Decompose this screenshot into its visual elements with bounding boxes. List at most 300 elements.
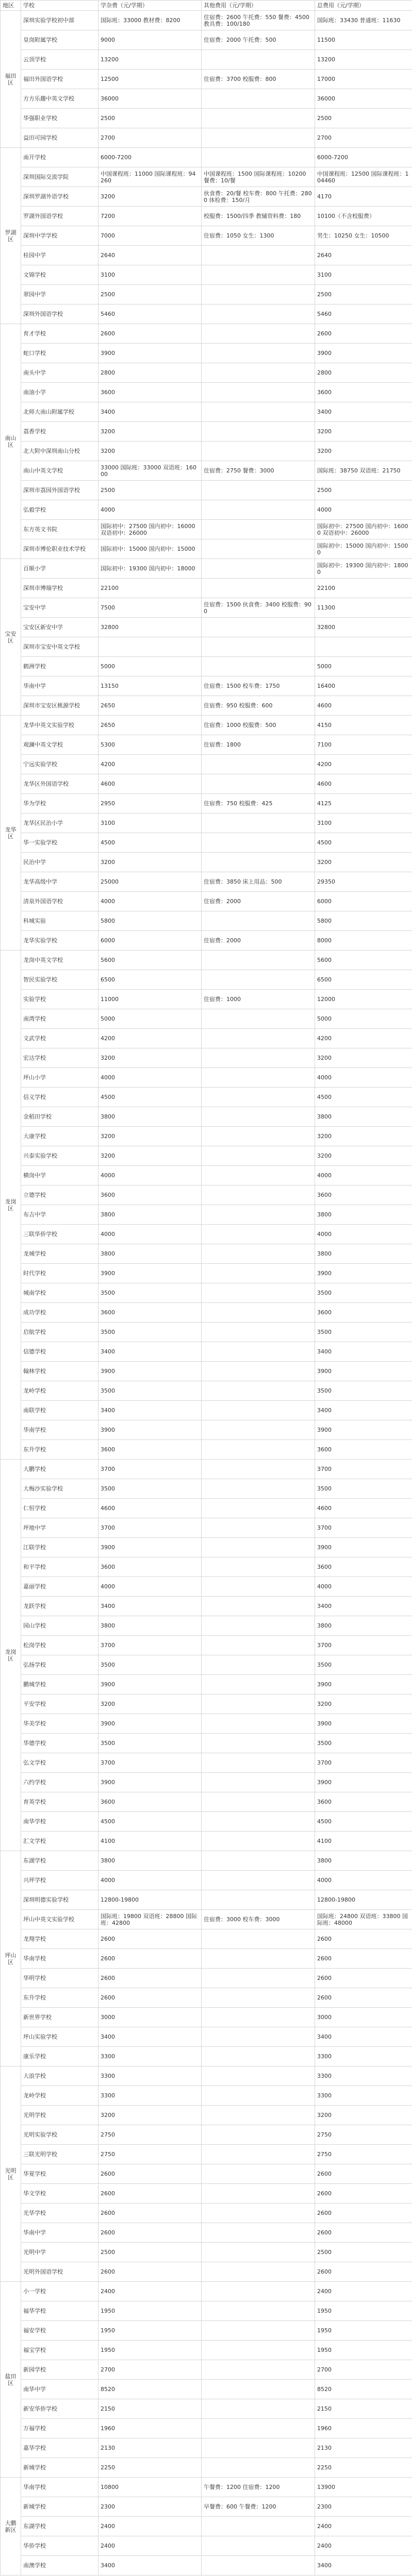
total-cell: 4000 xyxy=(315,1871,412,1890)
table-row xyxy=(1,657,412,676)
table-row xyxy=(1,1166,412,1185)
other-cell xyxy=(202,1734,315,1753)
total-cell: 3700 xyxy=(315,1636,412,1655)
total-cell: 3500 xyxy=(315,1323,412,1342)
other-cell xyxy=(202,970,315,990)
tuition-cell: 2750 xyxy=(98,2145,202,2164)
district-cell: 坪山区 xyxy=(1,1851,21,2066)
tuition-cell: 22100 xyxy=(98,579,202,598)
other-cell xyxy=(202,2223,315,2243)
total-cell: 4500 xyxy=(315,1088,412,1107)
other-cell xyxy=(202,1714,315,1734)
table-row xyxy=(1,402,412,422)
table-row xyxy=(1,2360,412,2380)
tuition-cell: 3200 xyxy=(98,1146,202,1166)
other-cell xyxy=(202,1440,315,1460)
tuition-cell: 2700 xyxy=(98,128,202,148)
other-cell: 住宿费：750 校服费：425 xyxy=(202,794,315,814)
district-cell: 龙岗区 xyxy=(1,951,21,1460)
school-cell: 华强职业学校 xyxy=(21,109,98,128)
school-cell: 和平学校 xyxy=(21,1557,98,1577)
other-cell: 住宿费：1500 校车费：1750 xyxy=(202,676,315,696)
tuition-cell: 6000-7200 xyxy=(98,148,202,167)
table-row xyxy=(1,2066,412,2086)
table-row xyxy=(1,148,412,167)
school-cell: 华文学校 xyxy=(21,2184,98,2204)
other-cell xyxy=(202,579,315,598)
table-row xyxy=(1,774,412,794)
table-row xyxy=(1,265,412,285)
total-cell: 3200 xyxy=(315,442,412,461)
tuition-cell: 3400 xyxy=(98,1597,202,1616)
other-cell xyxy=(202,1969,315,1988)
table-row xyxy=(1,1871,412,1890)
school-cell: 新城学校 xyxy=(21,2497,98,2517)
total-cell: 3800 xyxy=(315,1616,412,1636)
table-row xyxy=(1,1029,412,1048)
other-cell xyxy=(202,500,315,520)
other-cell xyxy=(202,2164,315,2184)
school-cell: 大梅沙实验学校 xyxy=(21,1479,98,1499)
tuition-cell: 2600 xyxy=(98,2204,202,2223)
other-cell xyxy=(202,951,315,970)
table-row xyxy=(1,226,412,246)
total-cell: 2250 xyxy=(315,2458,412,2478)
total-cell: 3200 xyxy=(315,1127,412,1146)
tuition-cell: 3200 xyxy=(98,1694,202,1714)
school-cell: 光明实验学校 xyxy=(21,2125,98,2145)
other-cell xyxy=(202,1107,315,1127)
school-cell: 江联学校 xyxy=(21,1538,98,1557)
tuition-cell: 3200 xyxy=(98,1048,202,1068)
other-cell xyxy=(202,2204,315,2223)
table-row xyxy=(1,520,412,539)
school-cell: 信义学校 xyxy=(21,1088,98,1107)
table-row xyxy=(1,2478,412,2497)
total-cell: 11500 xyxy=(315,30,412,50)
header-other: 其他费用（元/学期） xyxy=(202,1,315,11)
other-cell xyxy=(202,1577,315,1597)
tuition-cell: 4500 xyxy=(98,1812,202,1832)
school-cell: 光华学校 xyxy=(21,2204,98,2223)
table-row xyxy=(1,1460,412,1479)
tuition-cell: 3600 xyxy=(98,1557,202,1577)
table-row xyxy=(1,500,412,520)
tuition-cell: 5460 xyxy=(98,304,202,324)
table-row xyxy=(1,50,412,70)
tuition-cell: 3600 xyxy=(98,1303,202,1323)
table-row xyxy=(1,970,412,990)
table-row xyxy=(1,2106,412,2125)
school-cell: 光明外国语学校 xyxy=(21,2262,98,2282)
other-cell: 伙食费：20/餐 校车费：800 午托费：2800 体检费：150/月 xyxy=(202,187,315,207)
other-cell xyxy=(202,1655,315,1675)
district-cell: 福田区 xyxy=(1,11,21,148)
total-cell: 2600 xyxy=(315,1929,412,1949)
other-cell: 住宿费：1050 女生：1300 xyxy=(202,226,315,246)
school-cell: 民治中学 xyxy=(21,853,98,872)
other-cell xyxy=(202,1244,315,1264)
school-cell: 福田外国语学校 xyxy=(21,70,98,89)
table-row xyxy=(1,1812,412,1832)
other-cell: 住宿费：3700 校服费：800 xyxy=(202,70,315,89)
other-cell: 住宿费：2600 午托费：550 餐费：4500 教具费：100/180 xyxy=(202,11,315,30)
tuition-cell: 4000 xyxy=(98,1871,202,1890)
other-cell xyxy=(202,402,315,422)
other-cell xyxy=(202,657,315,676)
total-cell: 12000 xyxy=(315,990,412,1009)
total-cell: 8000 xyxy=(315,931,412,951)
other-cell xyxy=(202,1342,315,1362)
other-cell xyxy=(202,2086,315,2106)
other-cell xyxy=(202,363,315,383)
table-row xyxy=(1,442,412,461)
total-cell: 3900 xyxy=(315,344,412,363)
tuition-cell: 4100 xyxy=(98,1832,202,1851)
school-cell: 弘文学校 xyxy=(21,1753,98,1773)
total-cell: 2600 xyxy=(315,1988,412,2008)
school-cell: 宏达学校 xyxy=(21,1048,98,1068)
school-cell: 华一实验学校 xyxy=(21,833,98,853)
tuition-cell: 6000 xyxy=(98,931,202,951)
school-cell: 龙华中英文实验学校 xyxy=(21,716,98,735)
tuition-cell: 2600 xyxy=(98,1929,202,1949)
other-cell xyxy=(202,265,315,285)
tuition-cell: 7200 xyxy=(98,207,202,226)
total-cell: 7100 xyxy=(315,735,412,755)
school-cell: 康乐学校 xyxy=(21,2047,98,2066)
other-cell xyxy=(202,2184,315,2204)
table-row xyxy=(1,951,412,970)
school-cell: 龙华高级中学 xyxy=(21,872,98,892)
total-cell: 国际初中：19300 国内初中：18000 xyxy=(315,559,412,579)
school-cell: 汇文学校 xyxy=(21,1832,98,1851)
table-row xyxy=(1,1205,412,1225)
table-row xyxy=(1,559,412,579)
other-cell xyxy=(202,89,315,109)
school-cell: 华南学校 xyxy=(21,2478,98,2497)
table-row xyxy=(1,696,412,716)
header-row xyxy=(1,1,412,11)
tuition-cell: 5300 xyxy=(98,735,202,755)
tuition-cell: 3600 xyxy=(98,1792,202,1812)
school-cell: 东升学校 xyxy=(21,1988,98,2008)
tuition-cell: 33000 国际班：33000 双语班：16000 xyxy=(98,461,202,481)
tuition-cell: 2600 xyxy=(98,2184,202,2204)
other-cell xyxy=(202,1029,315,1048)
total-cell: 4500 xyxy=(315,1812,412,1832)
school-cell: 华南中学 xyxy=(21,676,98,696)
table-row xyxy=(1,1342,412,1362)
table-row xyxy=(1,1146,412,1166)
school-cell: 翰林学校 xyxy=(21,1362,98,1381)
other-cell xyxy=(202,344,315,363)
school-cell: 启航学校 xyxy=(21,1323,98,1342)
table-row xyxy=(1,1714,412,1734)
district-cell: 大鹏新区 xyxy=(1,2478,21,2575)
other-cell xyxy=(202,2380,315,2399)
other-cell xyxy=(202,422,315,442)
tuition-cell: 2750 xyxy=(98,2125,202,2145)
table-row xyxy=(1,11,412,30)
school-cell: 育才学校 xyxy=(21,324,98,344)
other-cell xyxy=(202,2419,315,2438)
total-cell: 3600 xyxy=(315,1303,412,1323)
tuition-cell: 3800 xyxy=(98,1616,202,1636)
total-cell: 2500 xyxy=(315,2243,412,2262)
tuition-cell: 3500 xyxy=(98,1323,202,1342)
total-cell: 2750 xyxy=(315,2145,412,2164)
tuition-cell: 3900 xyxy=(98,1714,202,1734)
table-row xyxy=(1,481,412,500)
school-cell: 时代学校 xyxy=(21,1264,98,1283)
district-cell: 龙岗区 xyxy=(1,1460,21,1851)
table-row xyxy=(1,911,412,931)
total-cell: 3400 xyxy=(315,1401,412,1420)
total-cell: 4150 xyxy=(315,716,412,735)
tuition-cell: 13200 xyxy=(98,50,202,70)
school-cell: 罗湖外国语学校 xyxy=(21,207,98,226)
total-cell: 国际初中：15000 国内初中：15000 xyxy=(315,539,412,559)
other-cell xyxy=(202,128,315,148)
tuition-cell: 3700 xyxy=(98,1518,202,1538)
school-cell: 嘉华学校 xyxy=(21,2438,98,2458)
tuition-cell: 3500 xyxy=(98,1734,202,1753)
table-row xyxy=(1,1440,412,1460)
tuition-cell: 4200 xyxy=(98,1029,202,1048)
table-row xyxy=(1,461,412,481)
school-cell: 深圳国际交流学院 xyxy=(21,167,98,187)
total-cell: 2400 xyxy=(315,2536,412,2556)
other-cell xyxy=(202,2517,315,2536)
total-cell: 3900 xyxy=(315,1362,412,1381)
total-cell: 4600 xyxy=(315,774,412,794)
table-row xyxy=(1,1127,412,1146)
table-row xyxy=(1,1949,412,1969)
tuition-cell: 2640 xyxy=(98,246,202,265)
tuition-cell: 11000 xyxy=(98,990,202,1009)
total-cell: 2600 xyxy=(315,324,412,344)
tuition-cell: 3000 xyxy=(98,2008,202,2027)
tuition-cell: 中国课程班：11000 国际课程班：94260 xyxy=(98,167,202,187)
tuition-cell: 2800 xyxy=(98,363,202,383)
table-row xyxy=(1,1655,412,1675)
other-cell xyxy=(202,1499,315,1518)
table-row xyxy=(1,2282,412,2301)
total-cell: 3300 xyxy=(315,2047,412,2066)
total-cell xyxy=(315,637,412,657)
other-cell: 住宿费：950 校服费：600 xyxy=(202,696,315,716)
total-cell: 1960 xyxy=(315,2419,412,2438)
tuition-cell: 10800 xyxy=(98,2478,202,2497)
tuition-cell: 2650 xyxy=(98,696,202,716)
tuition-cell: 2600 xyxy=(98,324,202,344)
other-cell xyxy=(202,1166,315,1185)
total-cell: 1950 xyxy=(315,2321,412,2341)
other-cell xyxy=(202,2047,315,2066)
school-cell: 智民实验学校 xyxy=(21,970,98,990)
school-cell: 宝安中学 xyxy=(21,598,98,618)
other-cell xyxy=(202,2106,315,2125)
total-cell: 3200 xyxy=(315,1048,412,1068)
other-cell xyxy=(202,1694,315,1714)
total-cell: 3600 xyxy=(315,1557,412,1577)
tuition-cell: 25000 xyxy=(98,872,202,892)
tuition-cell: 3900 xyxy=(98,1538,202,1557)
other-cell xyxy=(202,1538,315,1557)
district-cell: 罗湖区 xyxy=(1,148,21,324)
school-cell: 南山中英文学校 xyxy=(21,461,98,481)
tuition-cell: 3500 xyxy=(98,1283,202,1303)
school-cell: 实验学校 xyxy=(21,990,98,1009)
header-school: 学校 xyxy=(21,1,98,11)
tuition-cell: 1950 xyxy=(98,2341,202,2360)
tuition-cell: 国际班：19800 双语班：28800 国际班：42800 xyxy=(98,1910,202,1929)
total-cell: 2600 xyxy=(315,2164,412,2184)
table-row xyxy=(1,187,412,207)
table-body xyxy=(1,11,412,2575)
school-cell: 三联华侨学校 xyxy=(21,1225,98,1244)
table-row xyxy=(1,109,412,128)
other-cell xyxy=(202,2282,315,2301)
table-row xyxy=(1,1851,412,1871)
total-cell: 4000 xyxy=(315,1166,412,1185)
other-cell xyxy=(202,1068,315,1088)
tuition-cell: 3600 xyxy=(98,1185,202,1205)
table-row xyxy=(1,1988,412,2008)
other-cell xyxy=(202,1890,315,1910)
table-row xyxy=(1,735,412,755)
school-cell: 南油小学 xyxy=(21,383,98,402)
total-cell: 3600 xyxy=(315,1185,412,1205)
table-row xyxy=(1,1479,412,1499)
school-cell: 深圳实验学校初中部 xyxy=(21,11,98,30)
other-cell xyxy=(202,1401,315,1420)
other-cell xyxy=(202,1381,315,1401)
other-cell xyxy=(202,1753,315,1773)
school-cell: 桂园中学 xyxy=(21,246,98,265)
total-cell: 中国课程班：12500 国际课程班：104460 xyxy=(315,167,412,187)
other-cell xyxy=(202,2125,315,2145)
total-cell: 2500 xyxy=(315,285,412,304)
other-cell xyxy=(202,1362,315,1381)
table-row xyxy=(1,422,412,442)
tuition-cell: 3300 xyxy=(98,2086,202,2106)
other-cell xyxy=(202,50,315,70)
tuition-cell: 国际初中：27500 国内初中：16000 双语初中：26000 xyxy=(98,520,202,539)
total-cell: 22100 xyxy=(315,579,412,598)
tuition-cell: 3900 xyxy=(98,1362,202,1381)
tuition-cell: 3700 xyxy=(98,1753,202,1773)
school-cell: 光明中学 xyxy=(21,2243,98,2262)
total-cell: 3600 xyxy=(315,1440,412,1460)
tuition-cell: 3200 xyxy=(98,442,202,461)
other-cell xyxy=(202,2536,315,2556)
total-cell: 2500 xyxy=(315,109,412,128)
tuition-cell: 2500 xyxy=(98,2243,202,2262)
school-cell: 城南学校 xyxy=(21,1283,98,1303)
school-cell: 南联学校 xyxy=(21,1401,98,1420)
school-cell: 方方乐趣中英文学校 xyxy=(21,89,98,109)
other-cell xyxy=(202,1127,315,1146)
total-cell: 29350 xyxy=(315,872,412,892)
other-cell xyxy=(202,853,315,872)
school-cell: 弘毅学校 xyxy=(21,500,98,520)
other-cell xyxy=(202,539,315,559)
table-row xyxy=(1,1264,412,1283)
school-cell: 三联光明学校 xyxy=(21,2145,98,2164)
total-cell: 3200 xyxy=(315,853,412,872)
tuition-cell: 3900 xyxy=(98,1773,202,1792)
tuition-cell: 3200 xyxy=(98,1127,202,1146)
other-cell xyxy=(202,1675,315,1694)
total-cell: 国际初中：27500 国内初中：16000 双语初中：26000 xyxy=(315,520,412,539)
table-row xyxy=(1,931,412,951)
tuition-cell: 2600 xyxy=(98,1969,202,1988)
other-cell xyxy=(202,1812,315,1832)
school-cell: 小一学校 xyxy=(21,2282,98,2301)
school-cell: 华美学校 xyxy=(21,1714,98,1734)
total-cell: 2150 xyxy=(315,2399,412,2419)
tuition-cell: 3200 xyxy=(98,187,202,207)
other-cell: 住宿费：1500 伙食费：3400 校服费：900 xyxy=(202,598,315,618)
total-cell: 1950 xyxy=(315,2341,412,2360)
total-cell: 5000 xyxy=(315,1009,412,1029)
other-cell xyxy=(202,774,315,794)
school-cell: 东方英文书院 xyxy=(21,520,98,539)
table-row xyxy=(1,833,412,853)
other-cell xyxy=(202,383,315,402)
total-cell: 3400 xyxy=(315,2027,412,2047)
school-cell: 宝安区新安中学 xyxy=(21,618,98,637)
total-cell: 3900 xyxy=(315,1675,412,1694)
other-cell xyxy=(202,1146,315,1166)
table-row xyxy=(1,1675,412,1694)
school-cell: 龙岗中英文学校 xyxy=(21,951,98,970)
table-row xyxy=(1,1401,412,1420)
school-cell: 华南学校 xyxy=(21,1420,98,1440)
tuition-cell: 3800 xyxy=(98,1851,202,1871)
table-row xyxy=(1,363,412,383)
tuition-cell: 5000 xyxy=(98,1009,202,1029)
school-cell: 华夏学校 xyxy=(21,2164,98,2184)
total-cell: 4170 xyxy=(315,187,412,207)
tuition-cell: 3700 xyxy=(98,1636,202,1655)
other-cell xyxy=(202,1929,315,1949)
tuition-cell: 4000 xyxy=(98,1166,202,1185)
table-row xyxy=(1,1538,412,1557)
total-cell: 3500 xyxy=(315,1283,412,1303)
school-cell: 万福学校 xyxy=(21,2419,98,2438)
school-cell: 南湾学校 xyxy=(21,1009,98,1029)
total-cell: 3500 xyxy=(315,1734,412,1753)
tuition-cell: 3500 xyxy=(98,1655,202,1675)
tuition-cell: 3800 xyxy=(98,1205,202,1225)
district-cell: 盐田区 xyxy=(1,2282,21,2478)
table-row xyxy=(1,285,412,304)
table-row xyxy=(1,853,412,872)
school-cell: 南澳学校 xyxy=(21,2556,98,2575)
total-cell: 3400 xyxy=(315,402,412,422)
total-cell: 2600 xyxy=(315,1969,412,1988)
tuition-cell: 3900 xyxy=(98,344,202,363)
total-cell: 3700 xyxy=(315,1753,412,1773)
table-row xyxy=(1,2125,412,2145)
table-row xyxy=(1,1499,412,1518)
table-row xyxy=(1,676,412,696)
table-row xyxy=(1,1009,412,1029)
table-row xyxy=(1,2027,412,2047)
